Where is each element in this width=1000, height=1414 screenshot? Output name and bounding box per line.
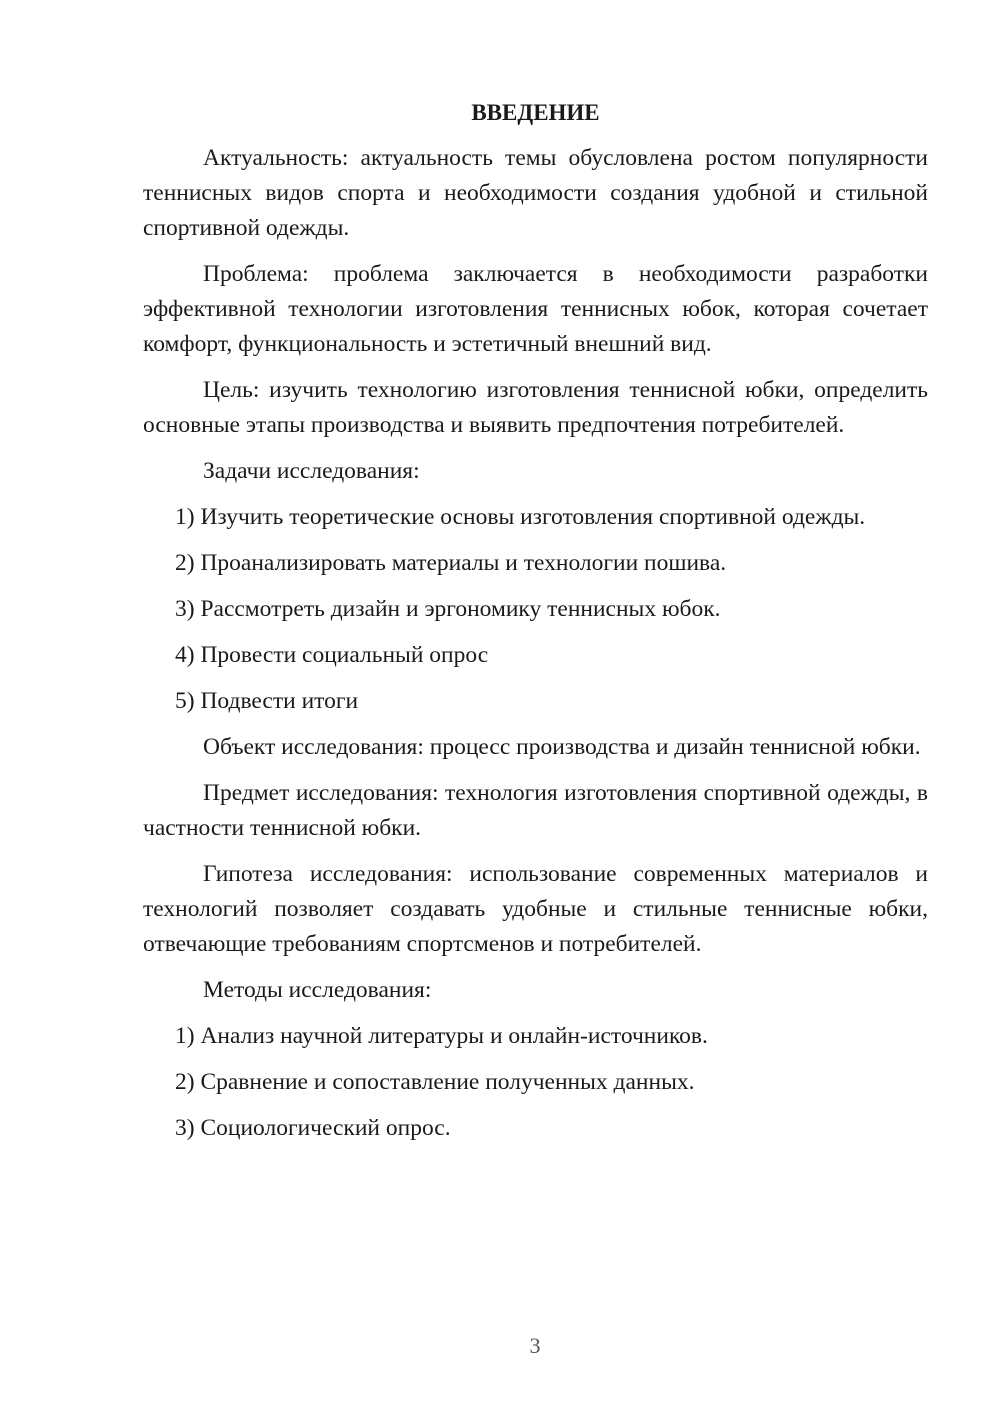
list-item: 5) Подвести итоги: [175, 688, 359, 714]
section-heading: ВВЕДЕНИЕ: [471, 100, 600, 125]
list-item: 3) Рассмотреть дизайн и эргономику теннисных юбок.: [175, 596, 721, 622]
hypothesis-paragraph: Гипотеза исследования: использование современных материалов и технологий позволяет создавать удобные и стильные теннисные юбки, отвечающие требованиям спортсменов и потребителей.: [143, 861, 928, 957]
object-paragraph: Объект исследования: процесс производства и дизайн теннисной юбки.: [203, 734, 921, 760]
list-item: 2) Проанализировать материалы и технологии пошива.: [175, 550, 727, 576]
relevance-paragraph: Актуальность: актуальность темы обусловлена ростом популярности теннисных видов спорта и необходимости создания удобной и стильной спортивной одежды.: [143, 145, 928, 241]
tasks-title: Задачи исследования:: [203, 458, 420, 484]
list-item: 1) Изучить теоретические основы изготовления спортивной одежды.: [175, 504, 866, 530]
list-item: 3) Социологический опрос.: [175, 1115, 451, 1141]
list-item: 1) Анализ научной литературы и онлайн-источников.: [175, 1023, 708, 1049]
subject-paragraph: Предмет исследования: технология изготовления спортивной одежды, в частности теннисной юбки.: [143, 780, 928, 841]
page-content: [143, 95, 928, 1157]
problem-paragraph: Проблема: проблема заключается в необходимости разработки эффективной технологии изготовления теннисных юбок, которая сочетает комфорт, функциональность и эстетичный внешний вид.: [143, 261, 928, 357]
methods-title: Методы исследования:: [203, 977, 432, 1003]
goal-paragraph: Цель: изучить технологию изготовления теннисной юбки, определить основные этапы производства и выявить предпочтения потребителей.: [143, 377, 928, 438]
list-item: 2) Сравнение и сопоставление полученных данных.: [175, 1069, 695, 1095]
list-item: 4) Провести социальный опрос: [175, 642, 489, 668]
methods-list: [143, 1019, 928, 1146]
page-number: 3: [529, 1333, 541, 1358]
tasks-list: [143, 500, 928, 719]
